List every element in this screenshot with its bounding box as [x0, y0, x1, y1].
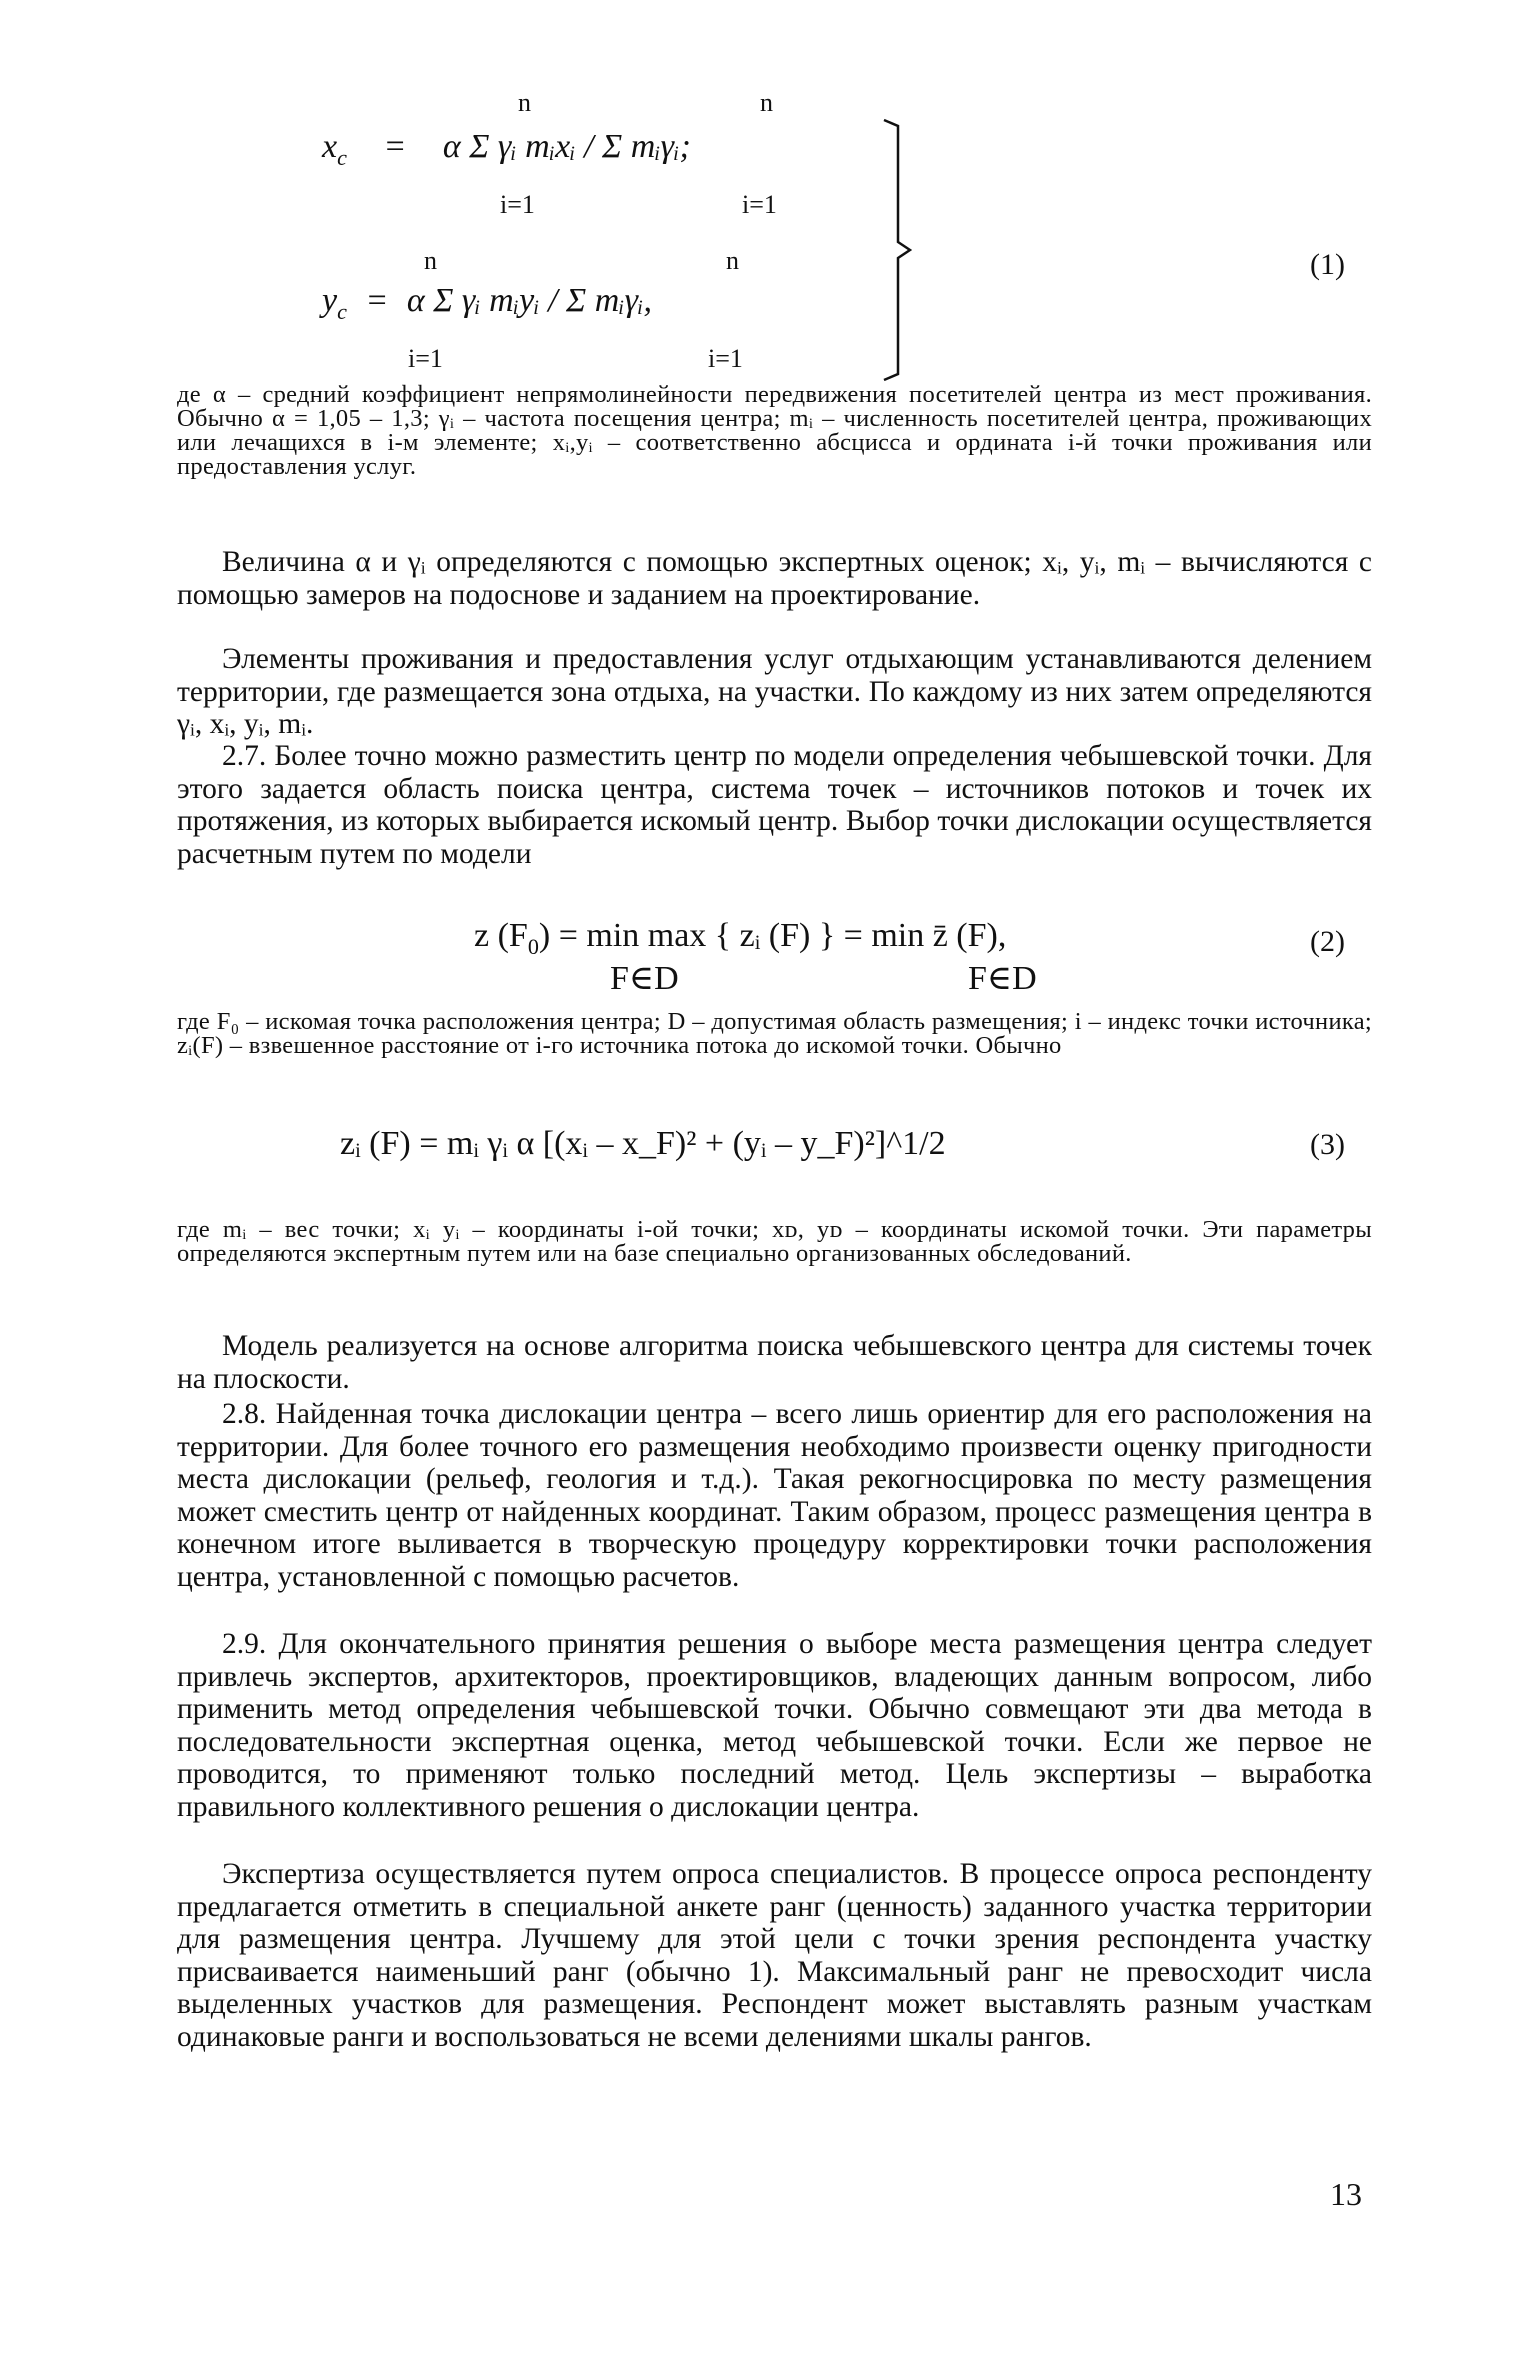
formula-1-y-rhs: α Σ γᵢ mᵢyᵢ / Σ mᵢγᵢ, [406, 282, 652, 319]
paragraph-model: Модель реализуется на основе алгоритма поиска чебышевского центра для системы точек на плоскости. [177, 1330, 1372, 1395]
formula-3: zᵢ (F) = mᵢ γᵢ α [(xᵢ – x_F)² + (yᵢ – y_F)²]^1/2 [340, 1125, 946, 1162]
formula-2-under-1: F∈D [610, 960, 679, 997]
sum-limit-lower-2: i=1 [742, 190, 777, 219]
formula-1-y-sub: c [337, 298, 347, 324]
sum-limit-lower-1: i=1 [500, 190, 535, 219]
formula-1-x-var: x [322, 128, 338, 165]
formula-2-number: (2) [1310, 925, 1345, 958]
formula-2-body: ) = min max { zᵢ (F) } = min z̄ (F), [538, 917, 1007, 954]
sum-limit-lower-4: i=1 [708, 344, 743, 373]
formula-2-explanation: где F₀ – искомая точка расположения центра; D – допустимая область размещения; i – индекс точки источника; zᵢ(F) – взвешенное расстояние от i-го источника потока до искомой точки. Обычно [177, 1008, 1372, 1059]
formula-2-lhs-sub: 0 [527, 933, 539, 959]
paragraph-2-8: 2.8. Найденная точка дислокации центра – всего лишь ориентир для его расположения на территории. Для более точного его размещения необходимо произвести оценку пригодности места дислокации (рельеф, геология и т.д.). Такая рекогносцировка по месту размещения может сместить центр от найденных координат. Таким образом, процесс размещения центра в конечном итоге выливается в творческую процедуру корректировки точки расположения центра, установленной с помощью расчетов. [177, 1398, 1372, 1593]
formula-2 [474, 917, 1007, 959]
sum-limit-upper-4: n [726, 246, 739, 275]
formula-1-y-var: y [322, 282, 338, 319]
formula-1-x: $x_c = \alpha$ Σ γᵢ mᵢxᵢ / Σ mᵢγᵢ; [322, 128, 691, 170]
paragraph-expertise: Экспертиза осуществляется путем опроса специалистов. В процессе опроса респонденту предлагается отметить в специальной анкете ранг (ценность) заданного участка территории для размещения центра. Лучшему для этой цели с точки зрения респондента участку присваивается наименьший ранг (обычно 1). Максимальный ранг не превосходит числа выделенных участков для размещения. Респондент может выставлять разным участкам одинаковые ранги и воспользоваться не всеми делениями шкалы рангов. [177, 1858, 1372, 2053]
sum-limit-upper-3: n [424, 246, 437, 275]
formula-1-x-sub: c [337, 144, 347, 170]
formula-2-lhs: z (F [474, 917, 528, 954]
formula-1-brace [880, 118, 912, 382]
paragraph-parameters: Величина α и γᵢ определяются с помощью экспертных оценок; xᵢ, yᵢ, mᵢ – вычисляются с помощью замеров на подоснове и заданием на проектирование. [177, 546, 1372, 611]
sum-limit-upper-2: n [760, 88, 773, 117]
formula-1-y: $y_c = \alpha$ Σ γᵢ mᵢyᵢ / Σ mᵢγᵢ, [322, 282, 652, 324]
page-number: 13 [1330, 2176, 1362, 2212]
formula-3-number: (3) [1310, 1128, 1345, 1161]
sum-limit-lower-3: i=1 [408, 344, 443, 373]
formula-1-explanation: де α – средний коэффициент непрямолинейности передвижения посетителей центра из мест проживания. Обычно α = 1,05 – 1,3; γᵢ – частота посещения центра; mᵢ – численность посетителей центра, проживающих или лечащихся в i-м элементе; xᵢ,yᵢ – соответственно абсцисса и ордината i-й точки проживания или предоставления услуг. [177, 381, 1372, 480]
formula-3-explanation: где mᵢ – вес точки; xᵢ yᵢ – координаты i-ой точки; xᴅ, yᴅ – координаты искомой точки. Эти параметры определяются экспертным путем или на базе специально организованных обследований. [177, 1216, 1372, 1267]
paragraph-2-7: 2.7. Более точно можно разместить центр по модели определения чебышевской точки. Для этого задается область поиска центра, система точек – источников потоков и точек их протяжения, из которых выбирается искомый центр. Выбор точки дислокации осуществляется расчетным путем по модели [177, 740, 1372, 870]
formula-2-under-2: F∈D [968, 960, 1037, 997]
paragraph-2-9: 2.9. Для окончательного принятия решения о выборе места размещения центра следует привлечь экспертов, архитекторов, проектировщиков, владеющих данным вопросом, либо применить метод определения чебышевской точки. Обычно совмещают эти два метода в последовательности экспертная оценка, метод чебышевской точки. Если же первое не проводится, то применяют только последний метод. Цель экспертизы – выработка правильного коллективного решения о дислокации центра. [177, 1628, 1372, 1823]
sum-limit-upper-1: n [518, 88, 531, 117]
formula-1-number: (1) [1310, 248, 1345, 281]
formula-1-x-rhs: α Σ γᵢ mᵢxᵢ / Σ mᵢγᵢ; [442, 128, 691, 165]
paragraph-elements: Элементы проживания и предоставления услуг отдыхающим устанавливаются делением территории, где размещается зона отдыха, на участки. По каждому из них затем определяются γᵢ, xᵢ, yᵢ, mᵢ. [177, 643, 1372, 740]
